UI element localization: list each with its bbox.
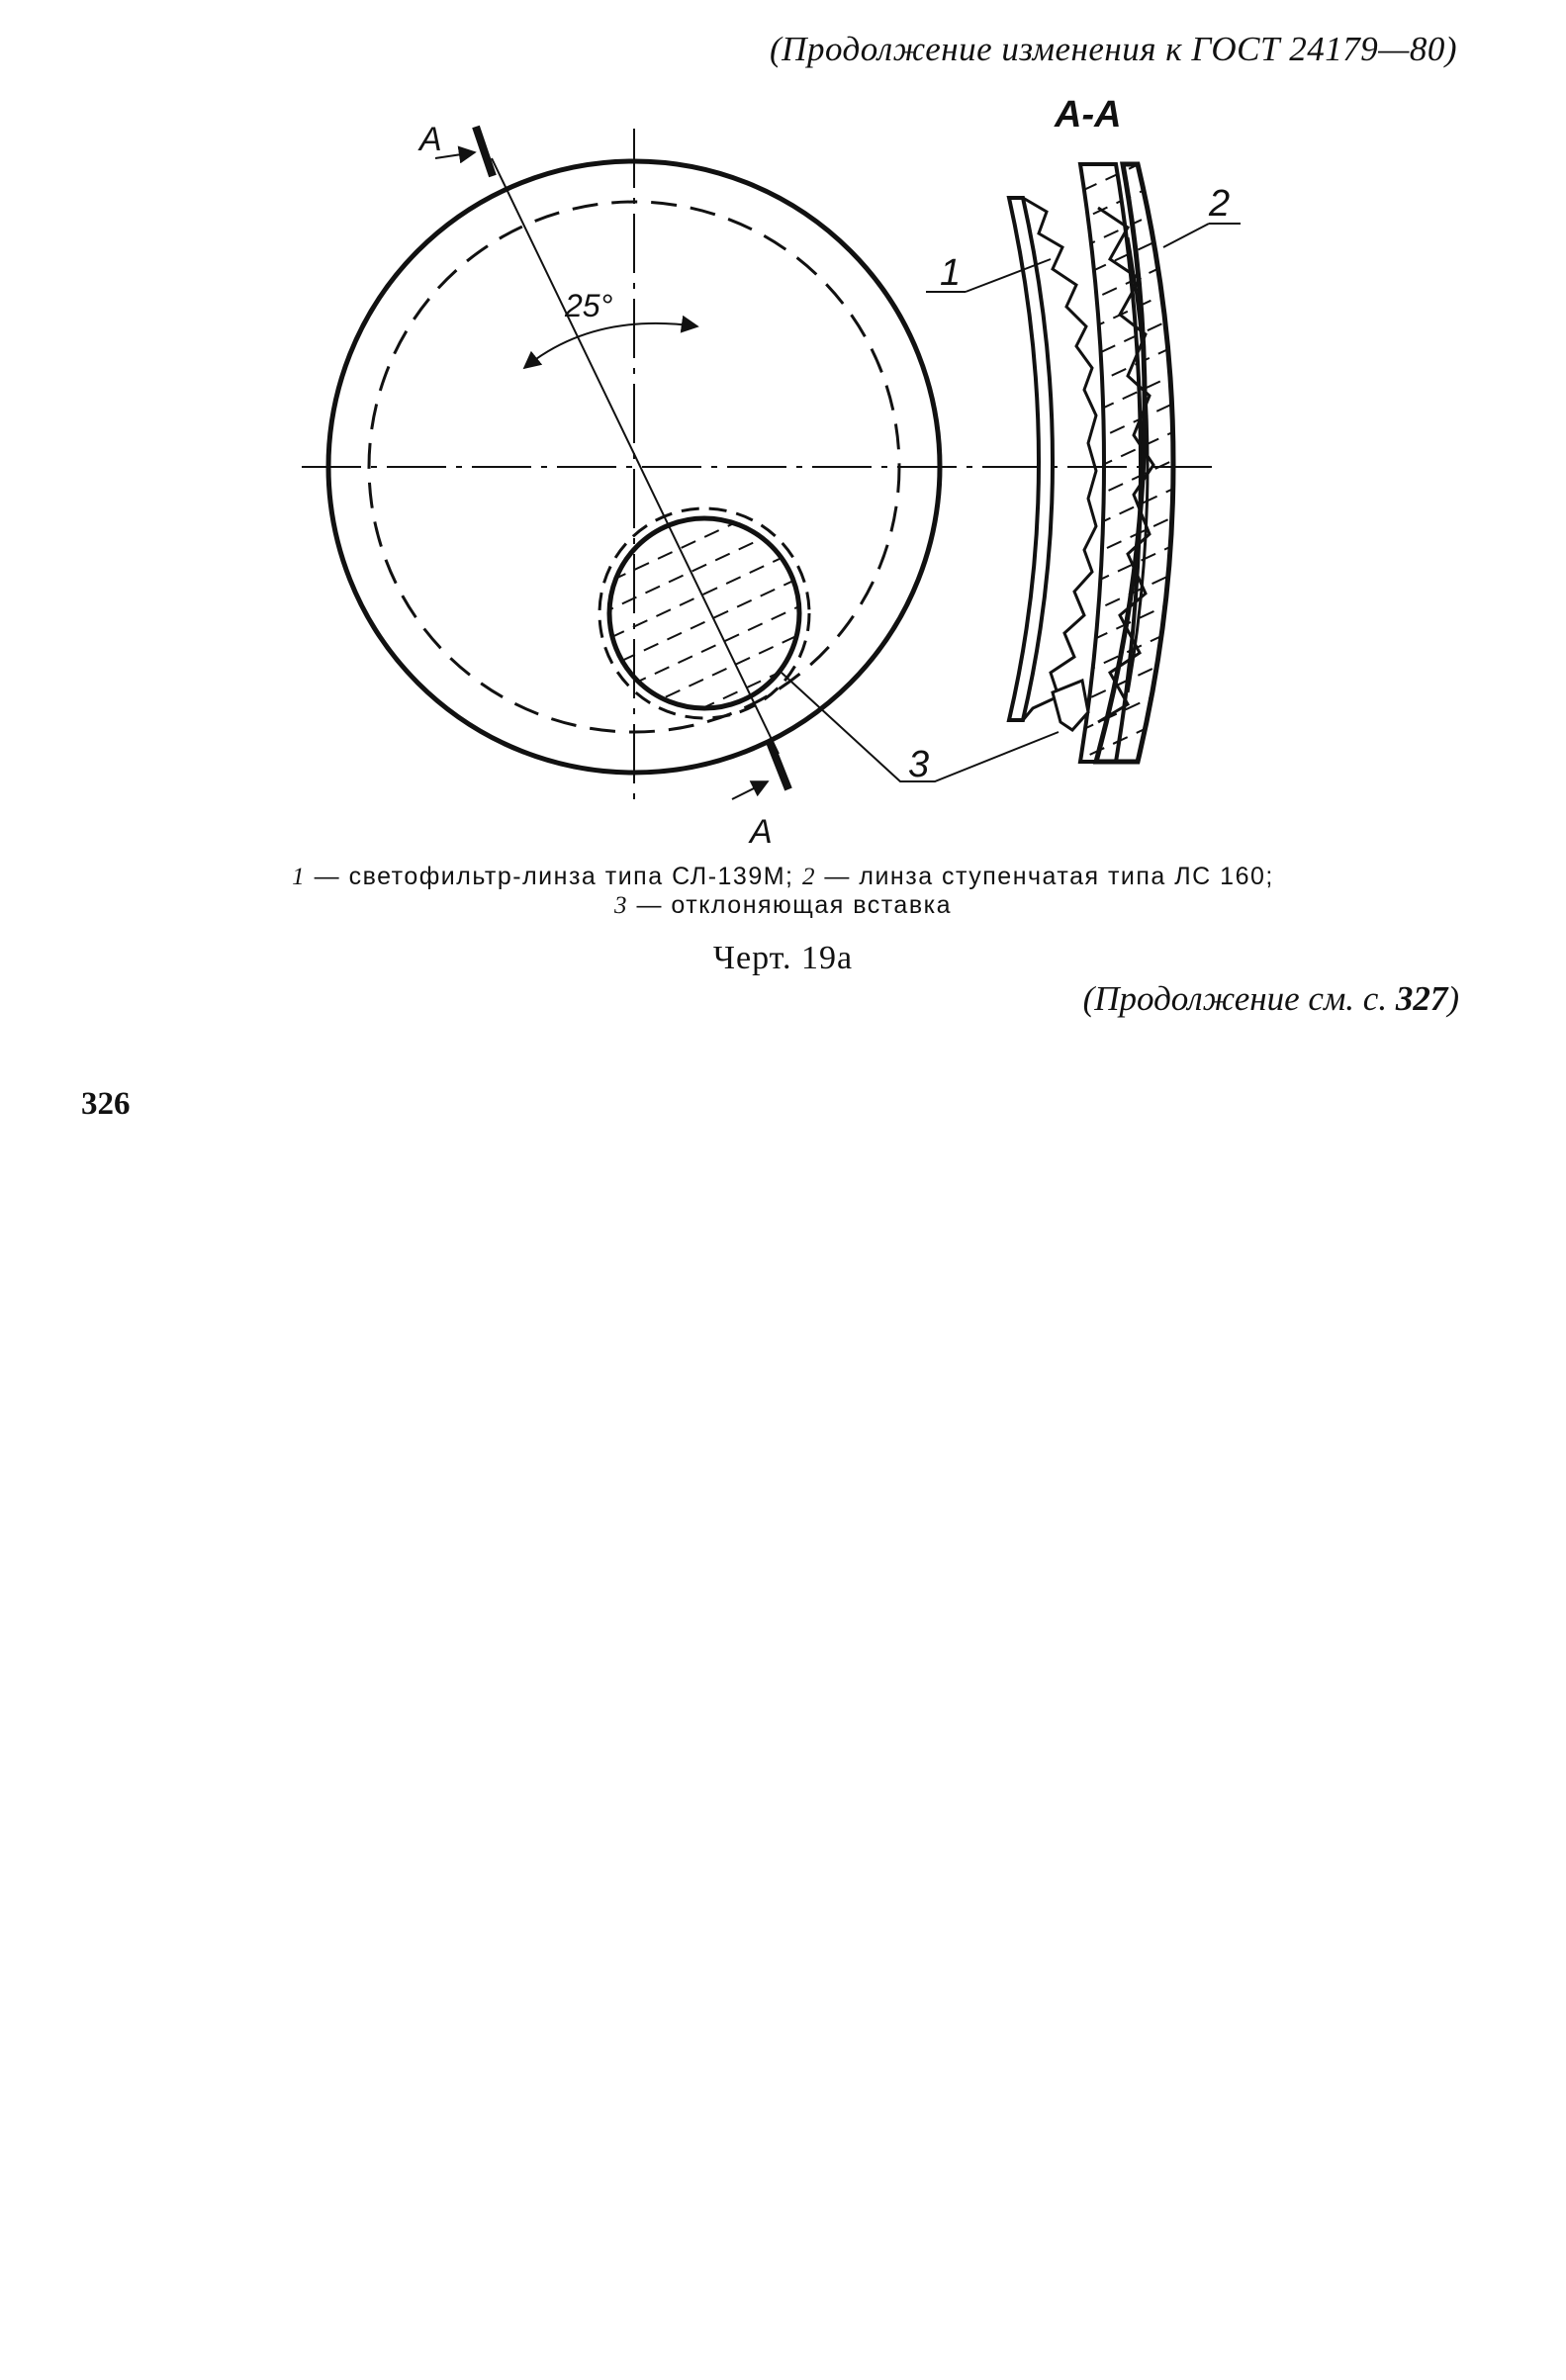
svg-text:А: А xyxy=(419,121,442,158)
continuation-prefix: (Продолжение см. с. xyxy=(1082,979,1388,1018)
page-number: 326 xyxy=(81,1086,131,1122)
figure-caption: Черт. 19а xyxy=(712,940,854,976)
page-header-note: (Продолжение изменения к ГОСТ 24179—80) xyxy=(770,30,1457,68)
continuation-page: 327 xyxy=(1395,979,1448,1018)
svg-text:А: А xyxy=(750,813,773,851)
figure-legend xyxy=(0,863,1566,920)
deflecting-insert xyxy=(599,508,809,718)
angle-arc xyxy=(524,323,697,368)
legend-line-1 xyxy=(0,863,1566,891)
angle-label: 25° xyxy=(565,288,613,323)
legend-item-3-number: 3 xyxy=(614,892,628,919)
technical-drawing xyxy=(0,0,1566,1009)
legend-item-3-text: — отклоняющая вставка xyxy=(636,891,952,919)
callout-2: 2 xyxy=(1209,183,1231,225)
continuation-note xyxy=(1083,979,1459,1019)
deflecting-insert-section xyxy=(1053,681,1088,730)
light-filter-lens xyxy=(1009,198,1053,720)
legend-item-1-number: 1 xyxy=(292,864,307,890)
callout-3: 3 xyxy=(908,744,930,785)
callout-1: 1 xyxy=(940,252,962,294)
legend-item-1-text: — светофильтр-линза типа СЛ-139М; xyxy=(314,863,794,890)
legend-item-2-number: 2 xyxy=(801,864,816,890)
section-title: А-А xyxy=(1055,94,1122,136)
legend-item-2-text: — линза ступенчатая типа ЛС 160; xyxy=(824,863,1274,890)
legend-line-2 xyxy=(0,891,1566,920)
continuation-suffix: ) xyxy=(1447,979,1459,1018)
section-marker-top xyxy=(417,121,493,176)
section-marker-bottom xyxy=(732,742,788,851)
